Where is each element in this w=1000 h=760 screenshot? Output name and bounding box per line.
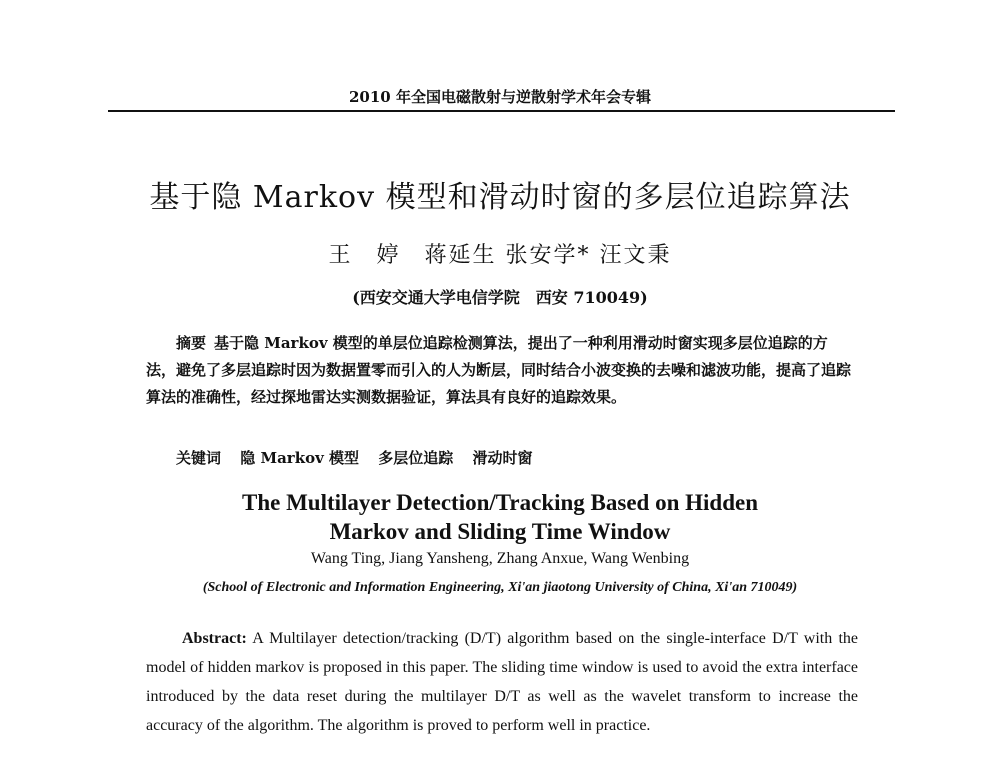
keyword-item: 滑动时窗 (472, 449, 533, 467)
running-header: 2010 年全国电磁散射与逆散射学术年会专辑 (349, 88, 651, 106)
english-affiliation: (School of Electronic and Information Engineering, Xi'an jiaotong University of China, Xi'an 710049) (202, 580, 798, 595)
english-abstract-label: Abstract: (182, 630, 247, 647)
english-abstract (146, 624, 858, 740)
english-title-line: Markov and Sliding Time Window (329, 519, 671, 544)
english-abstract-text: A Multilayer detection/tracking (D/T) algorithm based on the single-interface D/T with the model of hidden markov is proposed in this paper. The sliding time window is used to avoid the extra interface introduced by the data reset during the multilayer D/T as well as the wavelet transform to increase the accuracy of the algorithm. The algorithm is proved to perform well in practice. (146, 630, 858, 734)
chinese-authors: 王 婷 蒋延生 张安学* 汪文秉 (328, 243, 672, 268)
english-authors: Wang Ting, Jiang Yansheng, Zhang Anxue, Wang Wenbing (310, 550, 690, 567)
chinese-keywords (176, 447, 856, 468)
chinese-abstract (146, 330, 856, 411)
chinese-keywords-label: 关键词 (176, 449, 222, 467)
keyword-item: 多层位追踪 (378, 449, 454, 467)
header-rule (108, 110, 895, 112)
chinese-abstract-label: 摘要 (176, 334, 207, 352)
english-title (0, 488, 1000, 546)
chinese-abstract-text: 基于隐 Markov 模型的单层位追踪检测算法，提出了一种利用滑动时窗实现多层位追踪的方法，避免了多层追踪时因为数据置零而引入的人为断层，同时结合小波变换的去噪和滤波功能，提高了追踪算法的准确性，经过探地雷达实测数据验证，算法具有良好的追踪效果。 (146, 334, 852, 406)
keyword-item: 隐 Markov 模型 (240, 449, 360, 467)
english-title-line: The Multilayer Detection/Tracking Based on Hidden (241, 490, 759, 515)
chinese-title: 基于隐 Markov 模型和滑动时窗的多层位追踪算法 (149, 180, 851, 215)
chinese-affiliation: (西安交通大学电信学院 西安 710049) (352, 288, 648, 307)
